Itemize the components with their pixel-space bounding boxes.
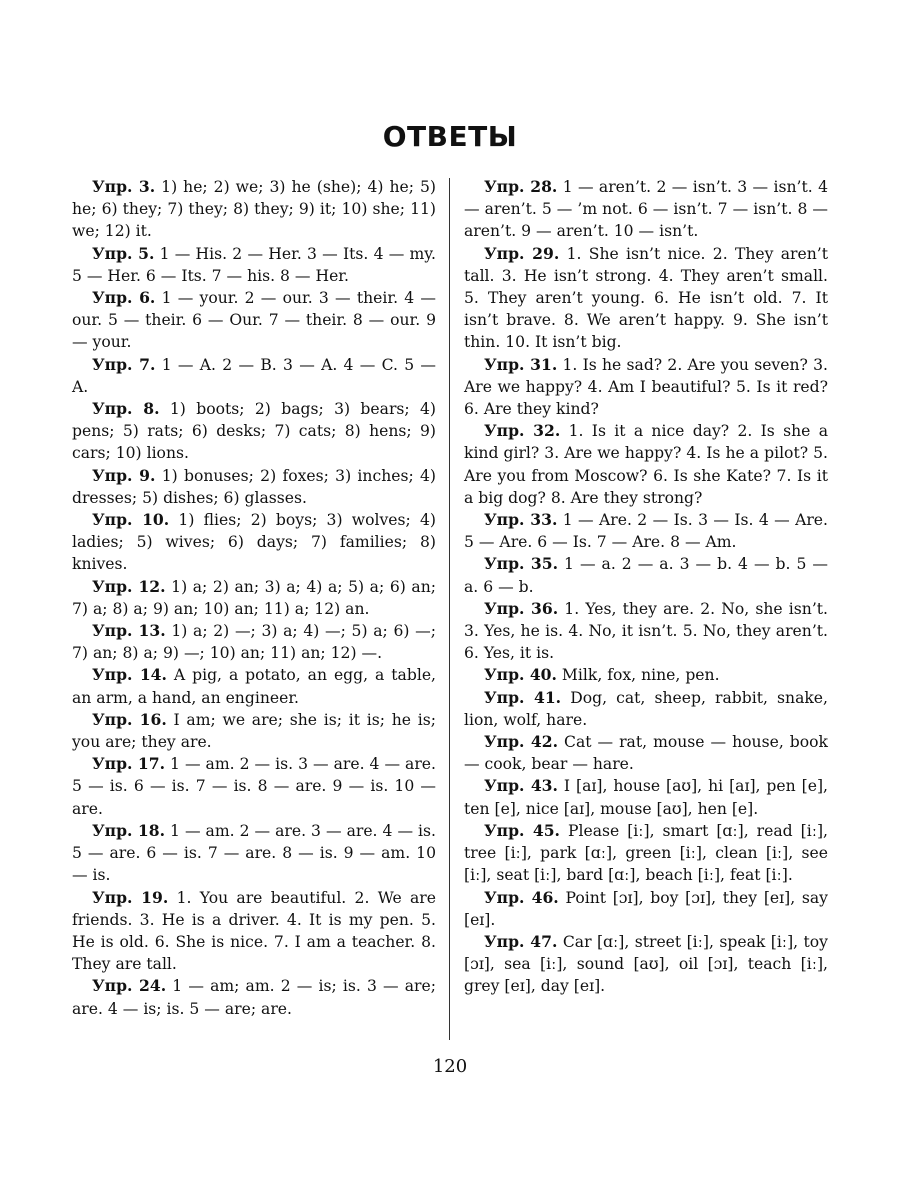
answer-text: 1) a; 2) an; 3) a; 4) a; 5) a; 6) an; 7) a; 8) a; 9) an; 10) an; 11) a; 12) an. bbox=[72, 577, 436, 618]
exercise-label: Упр. 8. bbox=[92, 399, 160, 419]
answer-text: 1 — aren’t. 2 — isn’t. 3 — isn’t. 4 — aren’t. 5 — ’m not. 6 — isn’t. 7 — isn’t. 8 — aren’t. 9 — aren’t. 10 — isn’t. bbox=[464, 178, 828, 241]
exercise-label: Упр. 29. bbox=[484, 243, 560, 263]
answers-right-column bbox=[464, 176, 828, 998]
answer-text: 1 — am; am. 2 — is; is. 3 — are; are. 4 — is; is. 5 — are; are. bbox=[72, 977, 436, 1018]
answer-entry bbox=[464, 664, 828, 686]
exercise-label: Упр. 3. bbox=[92, 177, 156, 196]
answer-entry bbox=[72, 664, 436, 708]
page-number: 120 bbox=[432, 1056, 468, 1077]
exercise-label: Упр. 42. bbox=[484, 732, 559, 752]
exercise-label: Упр. 32. bbox=[484, 421, 561, 441]
answer-entry bbox=[72, 398, 436, 465]
exercise-label: Упр. 33. bbox=[484, 510, 558, 530]
answer-text: 1 — your. 2 — our. 3 — their. 4 — our. 5 — their. 6 — Our. 7 — their. 8 — our. 9 — your. bbox=[72, 289, 437, 352]
answer-entry bbox=[72, 465, 436, 509]
exercise-label: Упр. 5. bbox=[92, 243, 155, 263]
exercise-label: Упр. 7. bbox=[92, 354, 156, 374]
answer-entry bbox=[464, 509, 828, 553]
answer-text: 1 — am. 2 — are. 3 — are. 4 — is. 5 — are. 6 — is. 7 — are. 8 — is. 9 — am. 10 — is. bbox=[72, 821, 436, 885]
answer-text: Car [ɑː], street [iː], speak [iː], toy [ɔɪ], sea [iː], sound [aʊ], oil [ɔɪ], teach [iː], grey [eɪ], day [eɪ]. bbox=[464, 932, 828, 996]
exercise-label: Упр. 10. bbox=[92, 510, 170, 530]
answer-entry bbox=[464, 553, 828, 597]
exercise-label: Упр. 9. bbox=[92, 465, 156, 485]
answer-text: 1 — A. 2 — B. 3 — A. 4 — C. 5 — A. bbox=[72, 355, 437, 396]
exercise-label: Упр. 45. bbox=[484, 820, 560, 840]
answer-text: 1 — His. 2 — Her. 3 — Its. 4 — my. 5 — Her. 6 — Its. 7 — his. 8 — Her. bbox=[72, 244, 436, 285]
answer-entry bbox=[464, 775, 828, 819]
exercise-label: Упр. 46. bbox=[484, 887, 559, 907]
exercise-label: Упр. 31. bbox=[484, 354, 558, 374]
exercise-label: Упр. 12. bbox=[92, 576, 166, 596]
answer-entry bbox=[72, 887, 436, 976]
exercise-label: Упр. 41. bbox=[484, 687, 562, 707]
answer-entry bbox=[464, 820, 828, 887]
answer-text: 1 — a. 2 — a. 3 — b. 4 — b. 5 — a. 6 — b. bbox=[464, 555, 828, 596]
exercise-label: Упр. 19. bbox=[92, 887, 169, 907]
answer-text: 1) a; 2) —; 3) a; 4) —; 5) a; 6) —; 7) an; 8) a; 9) —; 10) an; 11) an; 12) —. bbox=[72, 622, 436, 663]
answer-entry bbox=[72, 709, 436, 753]
exercise-label: Упр. 16. bbox=[92, 709, 167, 729]
answer-text: I am; we are; she is; it is; he is; you are; they are. bbox=[72, 710, 436, 752]
answer-entry bbox=[72, 243, 436, 287]
exercise-label: Упр. 36. bbox=[484, 598, 559, 618]
answer-text: 1) he; 2) we; 3) he (she); 4) he; 5) he; 6) they; 7) they; 8) they; 9) it; 10) she; 11) we; 12) it. bbox=[72, 178, 436, 241]
answer-entry bbox=[72, 176, 436, 243]
answer-entry bbox=[464, 887, 828, 931]
answer-text: Dog, cat, sheep, rabbit, snake, lion, wolf, hare. bbox=[464, 688, 828, 729]
answer-text: 1. You are beautiful. 2. We are friends. 3. He is a driver. 4. It is my pen. 5. He is old. 6. She is nice. 7. I am a teacher. 8. They are tall. bbox=[72, 888, 436, 974]
answer-entry bbox=[72, 975, 436, 1019]
answer-text: I [aɪ], house [aʊ], hi [aɪ], pen [e], ten [e], nice [aɪ], mouse [aʊ], hen [e]. bbox=[464, 777, 828, 818]
answer-text: 1. Yes, they are. 2. No, she isn’t. 3. Yes, he is. 4. No, it isn’t. 5. No, they aren’t. 6. Yes, it is. bbox=[464, 599, 828, 663]
exercise-label: Упр. 28. bbox=[484, 177, 558, 196]
answer-text: Point [ɔɪ], boy [ɔɪ], they [eɪ], say [eɪ]. bbox=[464, 888, 828, 929]
exercise-label: Упр. 24. bbox=[92, 976, 167, 996]
answer-text: 1. Is it a nice day? 2. Is she a kind girl? 3. Are we happy? 4. Is he a pilot? 5. Are you from Moscow? 6. Is she Kate? 7. Is it a big dog? 8. Are they strong? bbox=[464, 422, 828, 507]
exercise-label: Упр. 17. bbox=[92, 754, 166, 774]
answer-entry bbox=[72, 576, 436, 620]
answer-entry bbox=[464, 687, 828, 731]
answer-text: 1. She isn’t nice. 2. They aren’t tall. 3. He isn’t strong. 4. They aren’t small. 5. They aren’t young. 6. He isn’t old. 7. It isn’t brave. 8. We aren’t happy. 9. She isn’t thin. 10. It isn’t big. bbox=[464, 244, 828, 352]
exercise-label: Упр. 40. bbox=[484, 665, 557, 685]
answer-entry bbox=[464, 354, 828, 421]
answer-text: 1 — Are. 2 — Is. 3 — Is. 4 — Are. 5 — Are. 6 — Is. 7 — Are. 8 — Am. bbox=[464, 511, 828, 552]
exercise-label: Упр. 18. bbox=[92, 820, 166, 840]
answer-entry bbox=[464, 420, 828, 509]
answer-text: 1) boots; 2) bags; 3) bears; 4) pens; 5) rats; 6) desks; 7) cats; 8) hens; 9) cars; 10) lions. bbox=[72, 400, 437, 463]
answer-entry bbox=[464, 598, 828, 665]
answer-text: 1) bonuses; 2) foxes; 3) inches; 4) dresses; 5) dishes; 6) glasses. bbox=[72, 466, 436, 507]
answer-entry bbox=[464, 243, 828, 354]
answer-text: 1. Is he sad? 2. Are you seven? 3. Are we happy? 4. Am I beautiful? 5. Is it red? 6. Are they kind? bbox=[464, 355, 828, 419]
answer-entry bbox=[72, 820, 436, 887]
exercise-label: Упр. 13. bbox=[92, 621, 166, 641]
answer-entry bbox=[464, 176, 828, 243]
answer-text: Cat — rat, mouse — house, book — cook, bear — hare. bbox=[464, 733, 828, 774]
answer-text: A pig, a potato, an egg, a table, an arm, a hand, an engineer. bbox=[72, 666, 436, 707]
exercise-label: Упр. 47. bbox=[484, 931, 558, 951]
answer-entry bbox=[464, 731, 828, 775]
answer-entry bbox=[464, 931, 828, 998]
column-divider bbox=[449, 178, 450, 1040]
answer-text: Milk, fox, nine, pen. bbox=[556, 666, 720, 685]
answer-entry bbox=[72, 354, 436, 398]
exercise-label: Упр. 6. bbox=[92, 288, 156, 308]
answer-text: Please [iː], smart [ɑː], read [iː], tree [iː], park [ɑː], green [iː], clean [iː], see [iː], seat [iː], bard [ɑː], beach [iː], feat [iː]. bbox=[464, 821, 828, 885]
answer-text: 1) flies; 2) boys; 3) wolves; 4) ladies; 5) wives; 6) days; 7) families; 8) knives. bbox=[72, 511, 436, 574]
answer-entry bbox=[72, 753, 436, 820]
answer-entry bbox=[72, 509, 436, 576]
exercise-label: Упр. 14. bbox=[92, 665, 167, 685]
exercise-label: Упр. 35. bbox=[484, 554, 559, 574]
exercise-label: Упр. 43. bbox=[484, 776, 558, 796]
answer-entry bbox=[72, 620, 436, 664]
answer-text: 1 — am. 2 — is. 3 — are. 4 — are. 5 — is. 6 — is. 7 — is. 8 — are. 9 — is. 10 — are. bbox=[72, 755, 436, 818]
page-title: ОТВЕТЫ bbox=[382, 120, 518, 153]
answer-entry bbox=[72, 287, 436, 354]
answers-left-column bbox=[72, 176, 436, 1020]
